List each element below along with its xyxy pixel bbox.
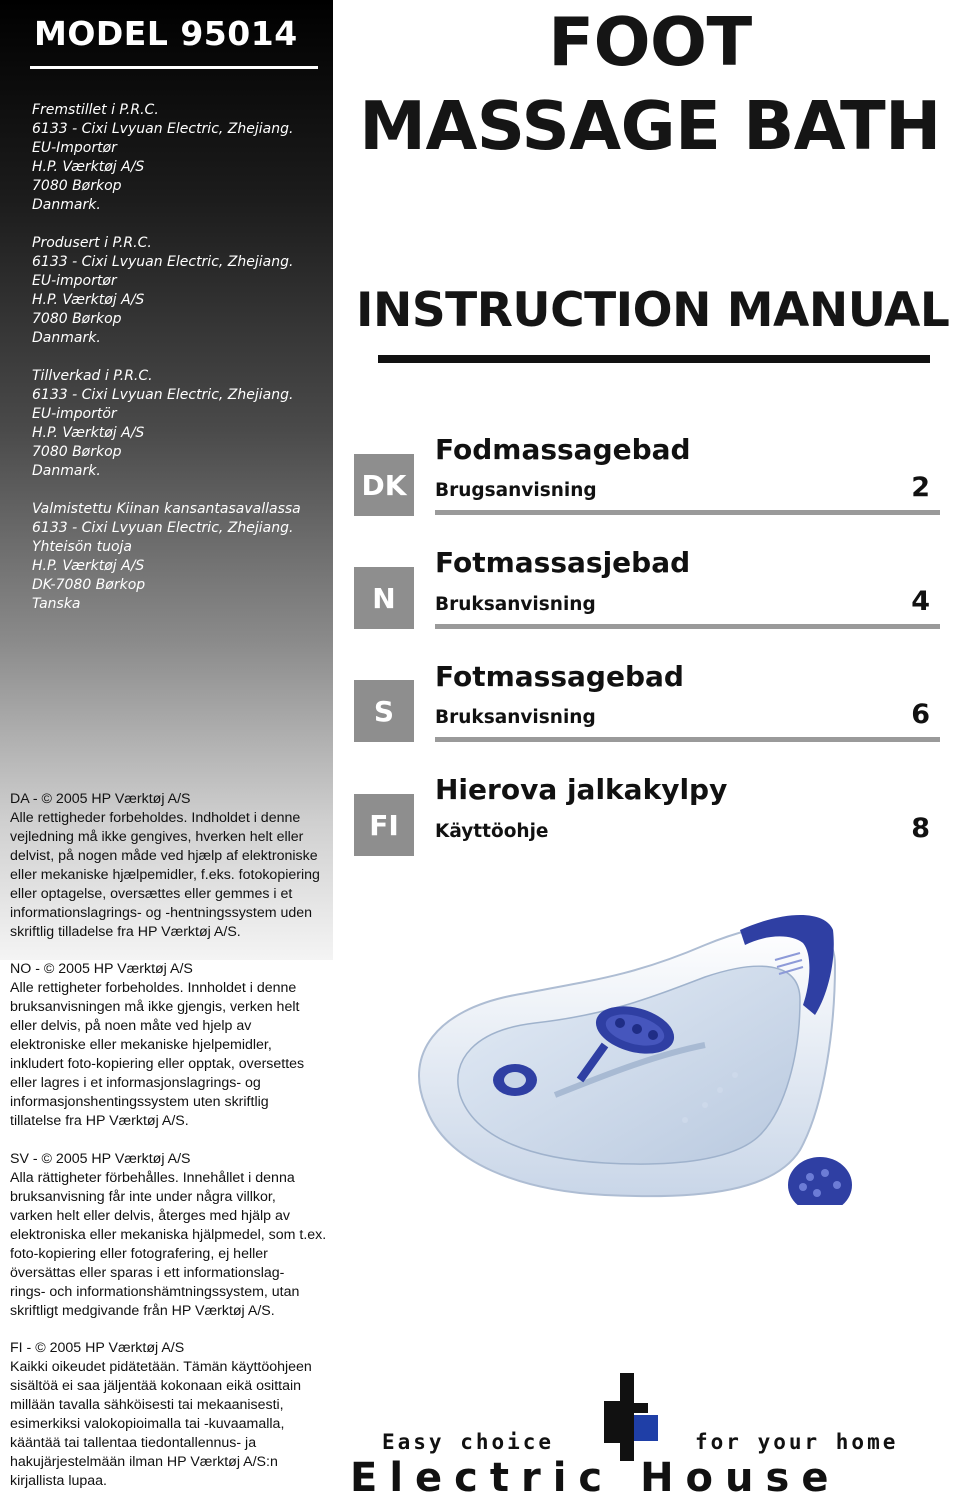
lang-divider-s (435, 737, 940, 742)
lang-title-fi: Hierova jalkakylpy (435, 773, 728, 806)
lang-sub-dk: Brugsanvisning (435, 480, 597, 501)
lang-code-n: N (354, 567, 414, 629)
address-block-sv: Tillverkad i P.R.C. 6133 - Cixi Lvyuan Electric, Zhejiang. EU-importör H.P. Værktøj A/S 7080 Børkop Danmark. (32, 368, 294, 479)
lang-page-dk: 2 (911, 472, 930, 503)
address-block-da: Fremstillet i P.R.C. 6133 - Cixi Lvyuan Electric, Zhejiang. EU-Importør H.P. Værktøj A/S 7080 Børkop Danmark. (32, 102, 294, 213)
subtitle-divider (378, 355, 930, 363)
lang-title-dk: Fodmassagebad (435, 433, 691, 466)
brand-slogan-right: for your home (695, 1430, 899, 1454)
title-line-2: MASSAGE BATH (359, 87, 941, 165)
address-block-fi: Valmistettu Kiinan kansantasavallassa 6133 - Cixi Lvyuan Electric, Zhejiang. Yhteisön tuoja H.P. Værktøj A/S DK-7080 Børkop Tanska (32, 501, 301, 612)
title-line-1: FOOT (548, 3, 752, 81)
manual-subtitle: INSTRUCTION MANUAL (356, 283, 950, 338)
lang-code-fi: FI (354, 794, 414, 856)
lang-code-s: S (354, 680, 414, 742)
lang-sub-n: Bruksanvisning (435, 594, 596, 615)
copyright-sv: SV - © 2005 HP Værktøj A/S Alla rättigheter förbehålles. Innehållet i denna bruksanvisning får inte under några villkor, varken helt eller delvis, återges med hjälp av elektroniska eller mekaniska hjälpmedel, som t.ex. foto-kopiering eller fotografering, ej heller översättas eller sparas i ett informationslag- rings- och informationshämtningssystem, utan skriftligt medgivande från HP Værktøj A/S. (10, 1151, 327, 1319)
lang-sub-fi: Käyttöohje (435, 821, 549, 842)
copyright-fi: FI - © 2005 HP Værktøj A/S Kaikki oikeudet pidätetään. Tämän käyttöohjeen sisältöä ei saa jäljentää kokonaan eikä osittain millään tavalla sähköisesti tai mekaanisesti, esimerkiksi valokopioimalla tai -kuvaamalla, kääntää tai tallentaa tiedontallennus- ja hakujärjestelmään ilman HP Værktøj A/S:n kirjallista lupaa. (10, 1340, 312, 1489)
lang-page-s: 6 (911, 699, 930, 730)
brand-logo-icon (602, 1373, 660, 1461)
foot-bath-image (405, 905, 915, 1205)
lang-divider-n (435, 624, 940, 629)
copyright-no: NO - © 2005 HP Værktøj A/S Alle rettigheter forbeholdes. Innholdet i denne bruksanvisningen må ikke gjengis, verken helt eller delvis, på noen måte ved hjelp av elektroniske eller mekaniske hjelpemidler, inkludert foto-kopiering eller opptak, oversettes eller lagres i et informasjonslagrings- og informasjonshentingssystem uten skriftlig tillatelse fra HP Værktøj A/S. (10, 961, 305, 1129)
lang-page-fi: 8 (911, 813, 930, 844)
copyright-da: DA - © 2005 HP Værktøj A/S Alle rettigheder forbeholdes. Indholdet i denne vejledning må ikke gengives, hverken helt eller delvist, på nogen måde ved hjælp af elektroniske eller mekaniske hjælpemidler, f.eks. fotokopiering eller optagelse, oversættes eller gemmes i et informationslagrings- og -hentningssystem uden skriftlig tilladelse fra HP Værktøj A/S. (10, 791, 320, 940)
lang-title-n: Fotmassasjebad (435, 546, 691, 579)
model-divider (30, 66, 318, 69)
lang-title-s: Fotmassagebad (435, 660, 684, 693)
brand-slogan-left: Easy choice (382, 1430, 555, 1454)
brand-name: Electric House (350, 1455, 841, 1501)
model-title: MODEL 95014 (34, 14, 298, 53)
lang-page-n: 4 (911, 586, 930, 617)
lang-divider-dk (435, 510, 940, 515)
page-title (355, 0, 945, 168)
lang-code-dk: DK (354, 454, 414, 516)
address-block-no: Produsert i P.R.C. 6133 - Cixi Lvyuan Electric, Zhejiang. EU-importør H.P. Værktøj A/S 7080 Børkop Danmark. (32, 235, 294, 346)
lang-sub-s: Bruksanvisning (435, 707, 596, 728)
